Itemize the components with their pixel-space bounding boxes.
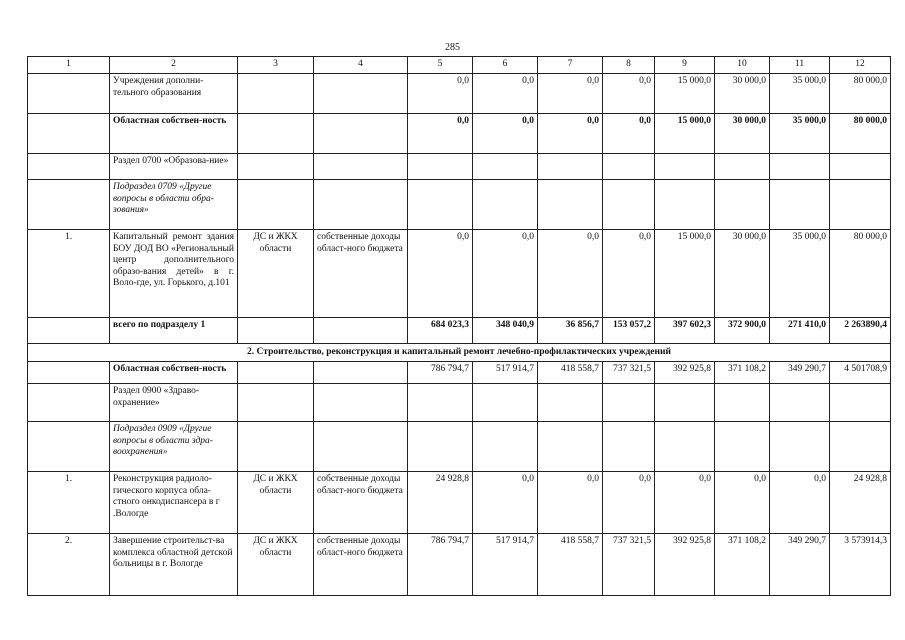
cell-value: 737 321,5 bbox=[603, 534, 655, 596]
cell-value: 3 573914,3 bbox=[830, 534, 891, 596]
cell-value: 397 602,3 bbox=[655, 318, 715, 344]
column-header-row bbox=[28, 57, 891, 74]
cell-value: 80 000,0 bbox=[830, 230, 891, 318]
table-row bbox=[28, 384, 891, 422]
funding-source: собственные доходы област-ного бюджета bbox=[314, 230, 408, 318]
cell-value: 418 558,7 bbox=[538, 362, 603, 384]
cell-value: 30 000,0 bbox=[715, 114, 770, 154]
cell-value: 786 794,7 bbox=[408, 362, 473, 384]
column-header: 2 bbox=[110, 57, 238, 74]
cell-value: 271 410,0 bbox=[770, 318, 830, 344]
table-row-total bbox=[28, 318, 891, 344]
cell-value: 372 900,0 bbox=[715, 318, 770, 344]
cell-value: 36 856,7 bbox=[538, 318, 603, 344]
responsible-org: ДС и ЖКХ области bbox=[238, 230, 314, 318]
responsible-org: ДС и ЖКХ области bbox=[238, 534, 314, 596]
column-header: 10 bbox=[715, 57, 770, 74]
cell-value: 35 000,0 bbox=[770, 114, 830, 154]
table-row bbox=[28, 422, 891, 472]
cell-value: 0,0 bbox=[603, 230, 655, 318]
column-header: 3 bbox=[238, 57, 314, 74]
column-header: 12 bbox=[830, 57, 891, 74]
cell-value: 418 558,7 bbox=[538, 534, 603, 596]
cell-value: 0,0 bbox=[408, 230, 473, 318]
responsible-org: ДС и ЖКХ области bbox=[238, 472, 314, 534]
table-row bbox=[28, 180, 891, 230]
row-name: всего по подразделу 1 bbox=[110, 318, 238, 344]
column-header: 6 bbox=[473, 57, 538, 74]
cell-value: 0,0 bbox=[655, 472, 715, 534]
cell-value: 15 000,0 bbox=[655, 114, 715, 154]
row-name: Раздел 0700 «Образова-ние» bbox=[110, 154, 238, 180]
table-row bbox=[28, 230, 891, 318]
cell-value: 80 000,0 bbox=[830, 74, 891, 114]
row-name: Подраздел 0909 «Другие вопросы в области здра-воохранения» bbox=[110, 422, 238, 472]
cell-value: 24 928,8 bbox=[830, 472, 891, 534]
cell-value: 35 000,0 bbox=[770, 230, 830, 318]
cell-value: 517 914,7 bbox=[473, 534, 538, 596]
cell-value: 371 108,2 bbox=[715, 362, 770, 384]
cell-value: 0,0 bbox=[538, 114, 603, 154]
cell-value: 0,0 bbox=[603, 472, 655, 534]
row-number: 2. bbox=[28, 534, 110, 596]
row-name: Реконструкция радиоло-гического корпуса обла-стного онкодиспансера в г .Вологде bbox=[110, 472, 238, 534]
cell-value: 24 928,8 bbox=[408, 472, 473, 534]
row-number: 1. bbox=[28, 472, 110, 534]
table-row bbox=[28, 362, 891, 384]
cell-value: 35 000,0 bbox=[770, 74, 830, 114]
row-name: Подраздел 0709 «Другие вопросы в области обра-зования» bbox=[110, 180, 238, 230]
section-header-row bbox=[28, 344, 891, 362]
column-header: 11 bbox=[770, 57, 830, 74]
row-number: 1. bbox=[28, 230, 110, 318]
column-header: 9 bbox=[655, 57, 715, 74]
cell-value: 0,0 bbox=[473, 114, 538, 154]
table-row bbox=[28, 472, 891, 534]
row-name: Областная собствен-ность bbox=[110, 114, 238, 154]
table-row bbox=[28, 154, 891, 180]
cell-value: 80 000,0 bbox=[830, 114, 891, 154]
cell-value: 15 000,0 bbox=[655, 74, 715, 114]
cell-value: 786 794,7 bbox=[408, 534, 473, 596]
cell-value: 2 263890,4 bbox=[830, 318, 891, 344]
cell-value: 4 501708,9 bbox=[830, 362, 891, 384]
cell-value: 684 023,3 bbox=[408, 318, 473, 344]
funding-source: собственные доходы област-ного бюджета bbox=[314, 534, 408, 596]
cell-value: 0,0 bbox=[770, 472, 830, 534]
column-header: 1 bbox=[28, 57, 110, 74]
cell-value: 0,0 bbox=[473, 472, 538, 534]
cell-value: 0,0 bbox=[603, 114, 655, 154]
cell-value: 392 925,8 bbox=[655, 534, 715, 596]
cell-value: 0,0 bbox=[408, 114, 473, 154]
cell-value: 0,0 bbox=[538, 472, 603, 534]
column-header: 5 bbox=[408, 57, 473, 74]
cell-value: 30 000,0 bbox=[715, 230, 770, 318]
table-row bbox=[28, 114, 891, 154]
cell-value: 15 000,0 bbox=[655, 230, 715, 318]
cell-value: 0,0 bbox=[715, 472, 770, 534]
column-header: 7 bbox=[538, 57, 603, 74]
row-name: Завершение строительст-ва комплекса областной детской больницы в г. Вологде bbox=[110, 534, 238, 596]
page-number: 285 bbox=[445, 42, 460, 53]
funding-source: собственные доходы област-ного бюджета bbox=[314, 472, 408, 534]
table-row bbox=[28, 534, 891, 596]
cell-value: 371 108,2 bbox=[715, 534, 770, 596]
budget-table bbox=[27, 56, 891, 596]
cell-value: 0,0 bbox=[603, 74, 655, 114]
cell-value: 0,0 bbox=[538, 74, 603, 114]
column-header: 4 bbox=[314, 57, 408, 74]
cell-value: 737 321,5 bbox=[603, 362, 655, 384]
table-row bbox=[28, 74, 891, 114]
section-title: 2. Строительство, реконструкция и капитальный ремонт лечебно-профилактических учреждений bbox=[28, 344, 891, 362]
cell-value: 349 290,7 bbox=[770, 534, 830, 596]
cell-value: 517 914,7 bbox=[473, 362, 538, 384]
cell-value: 0,0 bbox=[408, 74, 473, 114]
cell-value: 30 000,0 bbox=[715, 74, 770, 114]
row-name: Раздел 0900 «Здраво-охранение» bbox=[110, 384, 238, 422]
cell-value: 0,0 bbox=[473, 230, 538, 318]
row-name: Капитальный ремонт здания БОУ ДОД ВО «Региональный центр дополнительного образо-вания детей» в г. Воло-где, ул. Горького, д.101 bbox=[110, 230, 238, 318]
cell-value: 348 040,9 bbox=[473, 318, 538, 344]
row-name: Учреждения дополни-тельного образования bbox=[110, 74, 238, 114]
cell-value: 0,0 bbox=[473, 74, 538, 114]
cell-value: 0,0 bbox=[538, 230, 603, 318]
cell-value: 349 290,7 bbox=[770, 362, 830, 384]
column-header: 8 bbox=[603, 57, 655, 74]
cell-value: 153 057,2 bbox=[603, 318, 655, 344]
row-name: Областная собствен-ность bbox=[110, 362, 238, 384]
cell-value: 392 925,8 bbox=[655, 362, 715, 384]
